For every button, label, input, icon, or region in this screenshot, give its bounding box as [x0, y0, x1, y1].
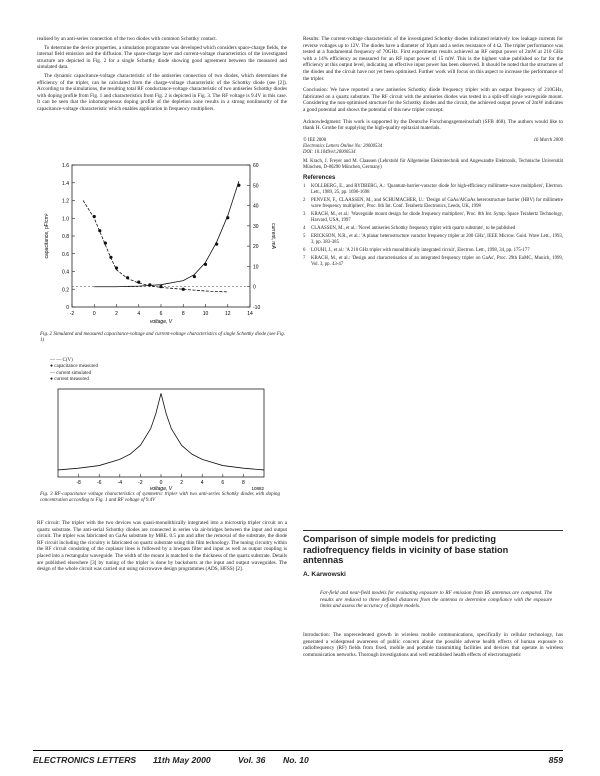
letters-online: Electronics Letters Online No: 20000534 — [303, 143, 383, 149]
point-current-measured — [226, 216, 229, 219]
point-capacitance-measured — [109, 256, 112, 259]
reference-item: 2 PENVEN, F., CLAASSEN, M., and SCHUMACHER, U.: 'Design of GaAs/AlGaAs heterostructure barrier (HBV) for millimetre wave frequency multipliers', Proc. 6th Int. Conf. Terahertz Electronics, Leeds, UK, 1998 — [303, 198, 563, 210]
y-right-tick-label: 10 — [253, 264, 259, 271]
x-tick-label: 4 — [200, 480, 204, 486]
x-tick-label: 6 — [159, 311, 163, 317]
doi: DOI: 10.1049/el:20000534 — [303, 149, 356, 155]
figure-3 — [52, 385, 274, 491]
article-author: A. Karwowski — [303, 571, 346, 578]
figure-3-caption: Fig. 3 RF-capacitance voltage characteristics of symmetric tripler with two anti-series Schottky diodes with doping concentration according to Fig. 1 and RF voltage of 9.4V — [40, 492, 280, 504]
legend-entry: — — C(V) — [50, 358, 73, 363]
y-left-tick-label: 1.4 — [62, 180, 69, 187]
x-tick-label: 8 — [181, 311, 185, 317]
paragraph: The dynamic capacitance-voltage characteristic of the antiseries connection of two diodes, which determines the efficiency of the tripler, can be calculated from the charge-voltage characteristic of the Schottky diode (see [2]). According to the simulations, the resulting total RF conductance-voltage characteristic of two antiseries Schottky diodes with doping profile from Fig. 1 and characteristics from Fig. 2 is depicted in Fig. 3. The RF voltage is 9.4V in this case. It can be seen that the inhomogeneous doping profile of the depletion zone results in a strong nonlinearity of the capacitance-voltage characteristic which enables application in frequency multipliers. — [37, 72, 287, 112]
x-tick-label: 6 — [221, 480, 225, 486]
affiliation: M. Krach, J. Freyer and M. Claassen (Lehrstuhl für Allgemeine Elektrotechnik und Angewandte Elektronik, Technische Universität München, D-80290 München, Germany) — [303, 158, 563, 170]
point-current-measured — [193, 275, 196, 278]
point-current-measured — [237, 184, 240, 187]
article-abstract: Far-field and near-field models for evaluating exposure to RF emission from BS antennas are compared. The results are reduced to three defined distances from the antenna to determine compliance with the exposure limits and assess the accuracy of simple models. — [320, 590, 552, 610]
point-capacitance-measured — [115, 266, 118, 269]
reference-item: 6 LOUHI, J., et al.: 'A 210 GHz tripler with monolithically integrated circuit', Electron. Lett., 1998, 34, pp. 175-177 — [303, 248, 530, 254]
reference-list — [303, 184, 563, 268]
point-capacitance-measured — [98, 229, 101, 232]
series-capacitance-simulated — [83, 201, 228, 292]
received-date: 16 March 2000 — [533, 137, 563, 143]
y-right-tick-label: 40 — [253, 203, 259, 210]
y-right-tick-label: 30 — [253, 223, 259, 230]
y-right-tick-label: -10 — [253, 305, 261, 311]
figure-3-chart — [52, 385, 274, 491]
x-tick-label: 8 — [242, 480, 245, 486]
page-footer — [33, 750, 563, 765]
series-differential-conductance — [58, 393, 264, 470]
paragraph: realised by an anti-series connection of the two diodes with common Schottky contact. — [37, 36, 217, 42]
y-left-axis-label: capacitance, pF/cm² — [44, 213, 50, 259]
reference-item: 7 KRACH, M., et al.: 'Design and characterisation of an integrated frequency tripler on GaAs', Proc. 29th EuMC, Munich, 1999, Vol. 3, pp. 43-47 — [303, 256, 563, 268]
x-tick-label: 2 — [180, 480, 183, 486]
x-tick-label: 0 — [92, 311, 96, 317]
y-right-tick-label: 60 — [253, 163, 259, 169]
point-capacitance-measured — [137, 281, 140, 284]
reference-item: 5 ERICKSON, N.R., et al.: 'A planar heterostructure varactor frequency tripler at 200 GHz', IEEE Microw. Guid. Wave Lett., 1993, 3, pp. 383-385 — [303, 234, 563, 246]
reference-item: 1 KOLLBERG, E., and RYDBERG, A.: 'Quantum-barrier-varactor diode for high-efficiency millimetre-wave multipliers', Electron. Lett., 1989, 25, pp. 1696-1698 — [303, 184, 563, 196]
y-right-tick-label: 0 — [253, 284, 256, 291]
references-title: References — [303, 174, 336, 181]
x-axis-label: voltage, V — [149, 319, 173, 325]
y-right-tick-label: 50 — [253, 183, 259, 190]
x-axis-label: voltage, V — [149, 486, 173, 491]
legend-entry: — current simulated — [50, 370, 92, 376]
x-tick-label: 4 — [137, 311, 141, 317]
issue-number: No. 10 — [283, 755, 309, 765]
figure-2-legend — [50, 358, 98, 384]
conclusion-paragraph: Conclusion: We have reported a new antiseries Schottky diode frequency tripler with an output frequency of 210GHz, fabricated on a quartz substrate. The RF circuit with the antiseries diodes was tested in a split-off single waveguide mount. Considering the non-optimised structure for the Schottky diodes and the circuit, the achieved output power of 2mW indicates a good potential and shows the potential of this new tripler concept. — [303, 87, 563, 113]
plot-frame — [58, 389, 264, 477]
issue-date: 11th May 2000 — [153, 755, 211, 765]
right-column-top — [303, 36, 563, 270]
x-tick-label: -2 — [138, 480, 143, 486]
copyright: © IEE 2000 — [303, 137, 327, 143]
y-left-tick-label: 0.4 — [62, 269, 69, 276]
point-capacitance-measured — [126, 276, 129, 279]
volume: Vol. 36 — [238, 755, 266, 765]
journal-name: ELECTRONICS LETTERS — [33, 755, 137, 765]
legend-entry: ● current measured — [50, 377, 89, 383]
paragraph: To determine the device properties, a simulation programme was developed which considers space-charge fields, the internal field emission and the diffusion. The space-charge layer and current-voltage characteristics of the investigated structure are depicted in Fig. 2 for a single Schottky diode showing good agreement between the measured and simulated data. — [37, 44, 287, 71]
y-left-tick-label: 0.2 — [62, 287, 69, 294]
left-column-top — [37, 36, 287, 115]
left-column-bottom — [37, 520, 287, 575]
figure-2-caption: Fig. 2 Simulated and measured capacitance-voltage and current-voltage characteristics of single Schottky diode (see Fig. 1) — [40, 332, 285, 344]
figure-2 — [40, 157, 280, 332]
y-right-axis-label: current, mA — [270, 223, 276, 249]
y-left-tick-label: 0 — [66, 305, 69, 311]
reference-item: 3 KRACH, M., et al.: 'Waveguide mount design for diode frequency multipliers', Proc. 8th Int. Symp. Space Terahertz Technology, Harvard, USA, 1997 — [303, 212, 563, 224]
x-tick-label: 0 — [159, 480, 163, 486]
article-title: Comparison of simple models for predicting radiofrequency fields in vicinity of base station antennas — [303, 534, 509, 566]
article-divider — [303, 530, 563, 531]
point-capacitance-measured — [182, 288, 185, 291]
x-tick-label: -2 — [69, 311, 75, 317]
x-tick-label: 14 — [247, 311, 253, 317]
y-left-tick-label: 0.8 — [62, 234, 69, 240]
x-tick-label: 10 — [202, 311, 209, 317]
point-capacitance-measured — [159, 285, 162, 288]
series-current-simulated — [94, 181, 239, 286]
point-capacitance-measured — [104, 242, 107, 245]
x-tick-label: -6 — [96, 480, 102, 486]
y-left-tick-label: 1.0 — [62, 216, 69, 223]
y-left-tick-label: 1.2 — [62, 198, 69, 205]
article-introduction: Introduction: The unprecedented growth in wireless mobile communications, specifically in cellular technology, has generated a widespread awareness of public concern about the possible adverse health effects of human exposure to radiofrequency (RF) fields from fixed, mobile and portable transmitting facilities and devices that operate in wireless communication networks. Thorough investigations and well established health effects of electromagnetic — [303, 632, 563, 658]
point-current-measured — [204, 263, 207, 266]
y-right-tick-label: 20 — [253, 244, 259, 251]
acknowledgment-paragraph: Acknowledgment: This work is supported by the Deutsche Forschungsgemeinschaft (SFB 468). The authors would like to thank H. Grothe for supplying the high-quality epitaxial materials. — [303, 118, 563, 132]
x-tick-label: -4 — [117, 480, 123, 486]
y-left-tick-label: 0.6 — [62, 251, 69, 258]
y-left-tick-label: 1.6 — [62, 163, 69, 169]
legend-entry: ● capacitance measured — [50, 364, 98, 370]
x-tick-label: -8 — [76, 480, 81, 486]
x-tick-label: 2 — [115, 311, 118, 317]
figure-2-chart — [40, 157, 280, 332]
point-capacitance-measured — [93, 215, 96, 218]
page-number: 859 — [548, 755, 563, 765]
point-current-measured — [215, 243, 218, 246]
paragraph: RF circuit: The tripler with the two devices was quasi-monolithically integrated into a microstrip tripler circuit on a quartz substrate. The anti-serial Schottky diodes are connected in series via air-bridges between the input and output circuit. The tripler was fabricated on GaAs substrate by MBE. 0.5 µm and after the removal of the substrate, the diode RF circuit including the circuitry is fabricated on quartz substrate using thin film technology. The tuning circuitry within the RF circuit consisting of the coplanar lines is followed by a lowpass filter and input as well as output coupling is placed into a rectangular waveguide. The width of the mount is matched to the thickness of the quartz substrate. Details are published elsewhere [3] by tuning of the tripler is done by backshorts at the input and output waveguides. The design of the whole circuit was carried out using microwave design programmes (ADS, HFSS) [2]. — [37, 520, 287, 573]
reference-item: 4 CLAASSEN, M., et al.: 'Novel antiseries Schottky frequency tripler with quartz substrate', to be published — [303, 226, 516, 232]
x-tick-label: 12 — [224, 311, 231, 317]
point-capacitance-measured — [148, 283, 151, 286]
figure-tag: 10882 — [251, 486, 264, 491]
results-paragraph: Results: The current-voltage characteristic of the investigated Schottky diodes indicated relatively low leakage currents for reverse voltages up to 12V. The diodes have a diameter of 10µm and a series resistance of 4 Ω. The tripler performance was tested at a fundamental frequency of 70GHz. First experiments results achieved an RF output power of 2mW at 210 GHz with a 14% efficiency as measured for an RF input power of 15 mW. This is the highest value published so far for the efficiency at this output level, indicating an effective input power has been observed. It should be noted that the structures of the diodes and the circuit have not yet been optimised. Further work will focus on this aspect to increase the performance of the tripler. — [303, 36, 563, 82]
